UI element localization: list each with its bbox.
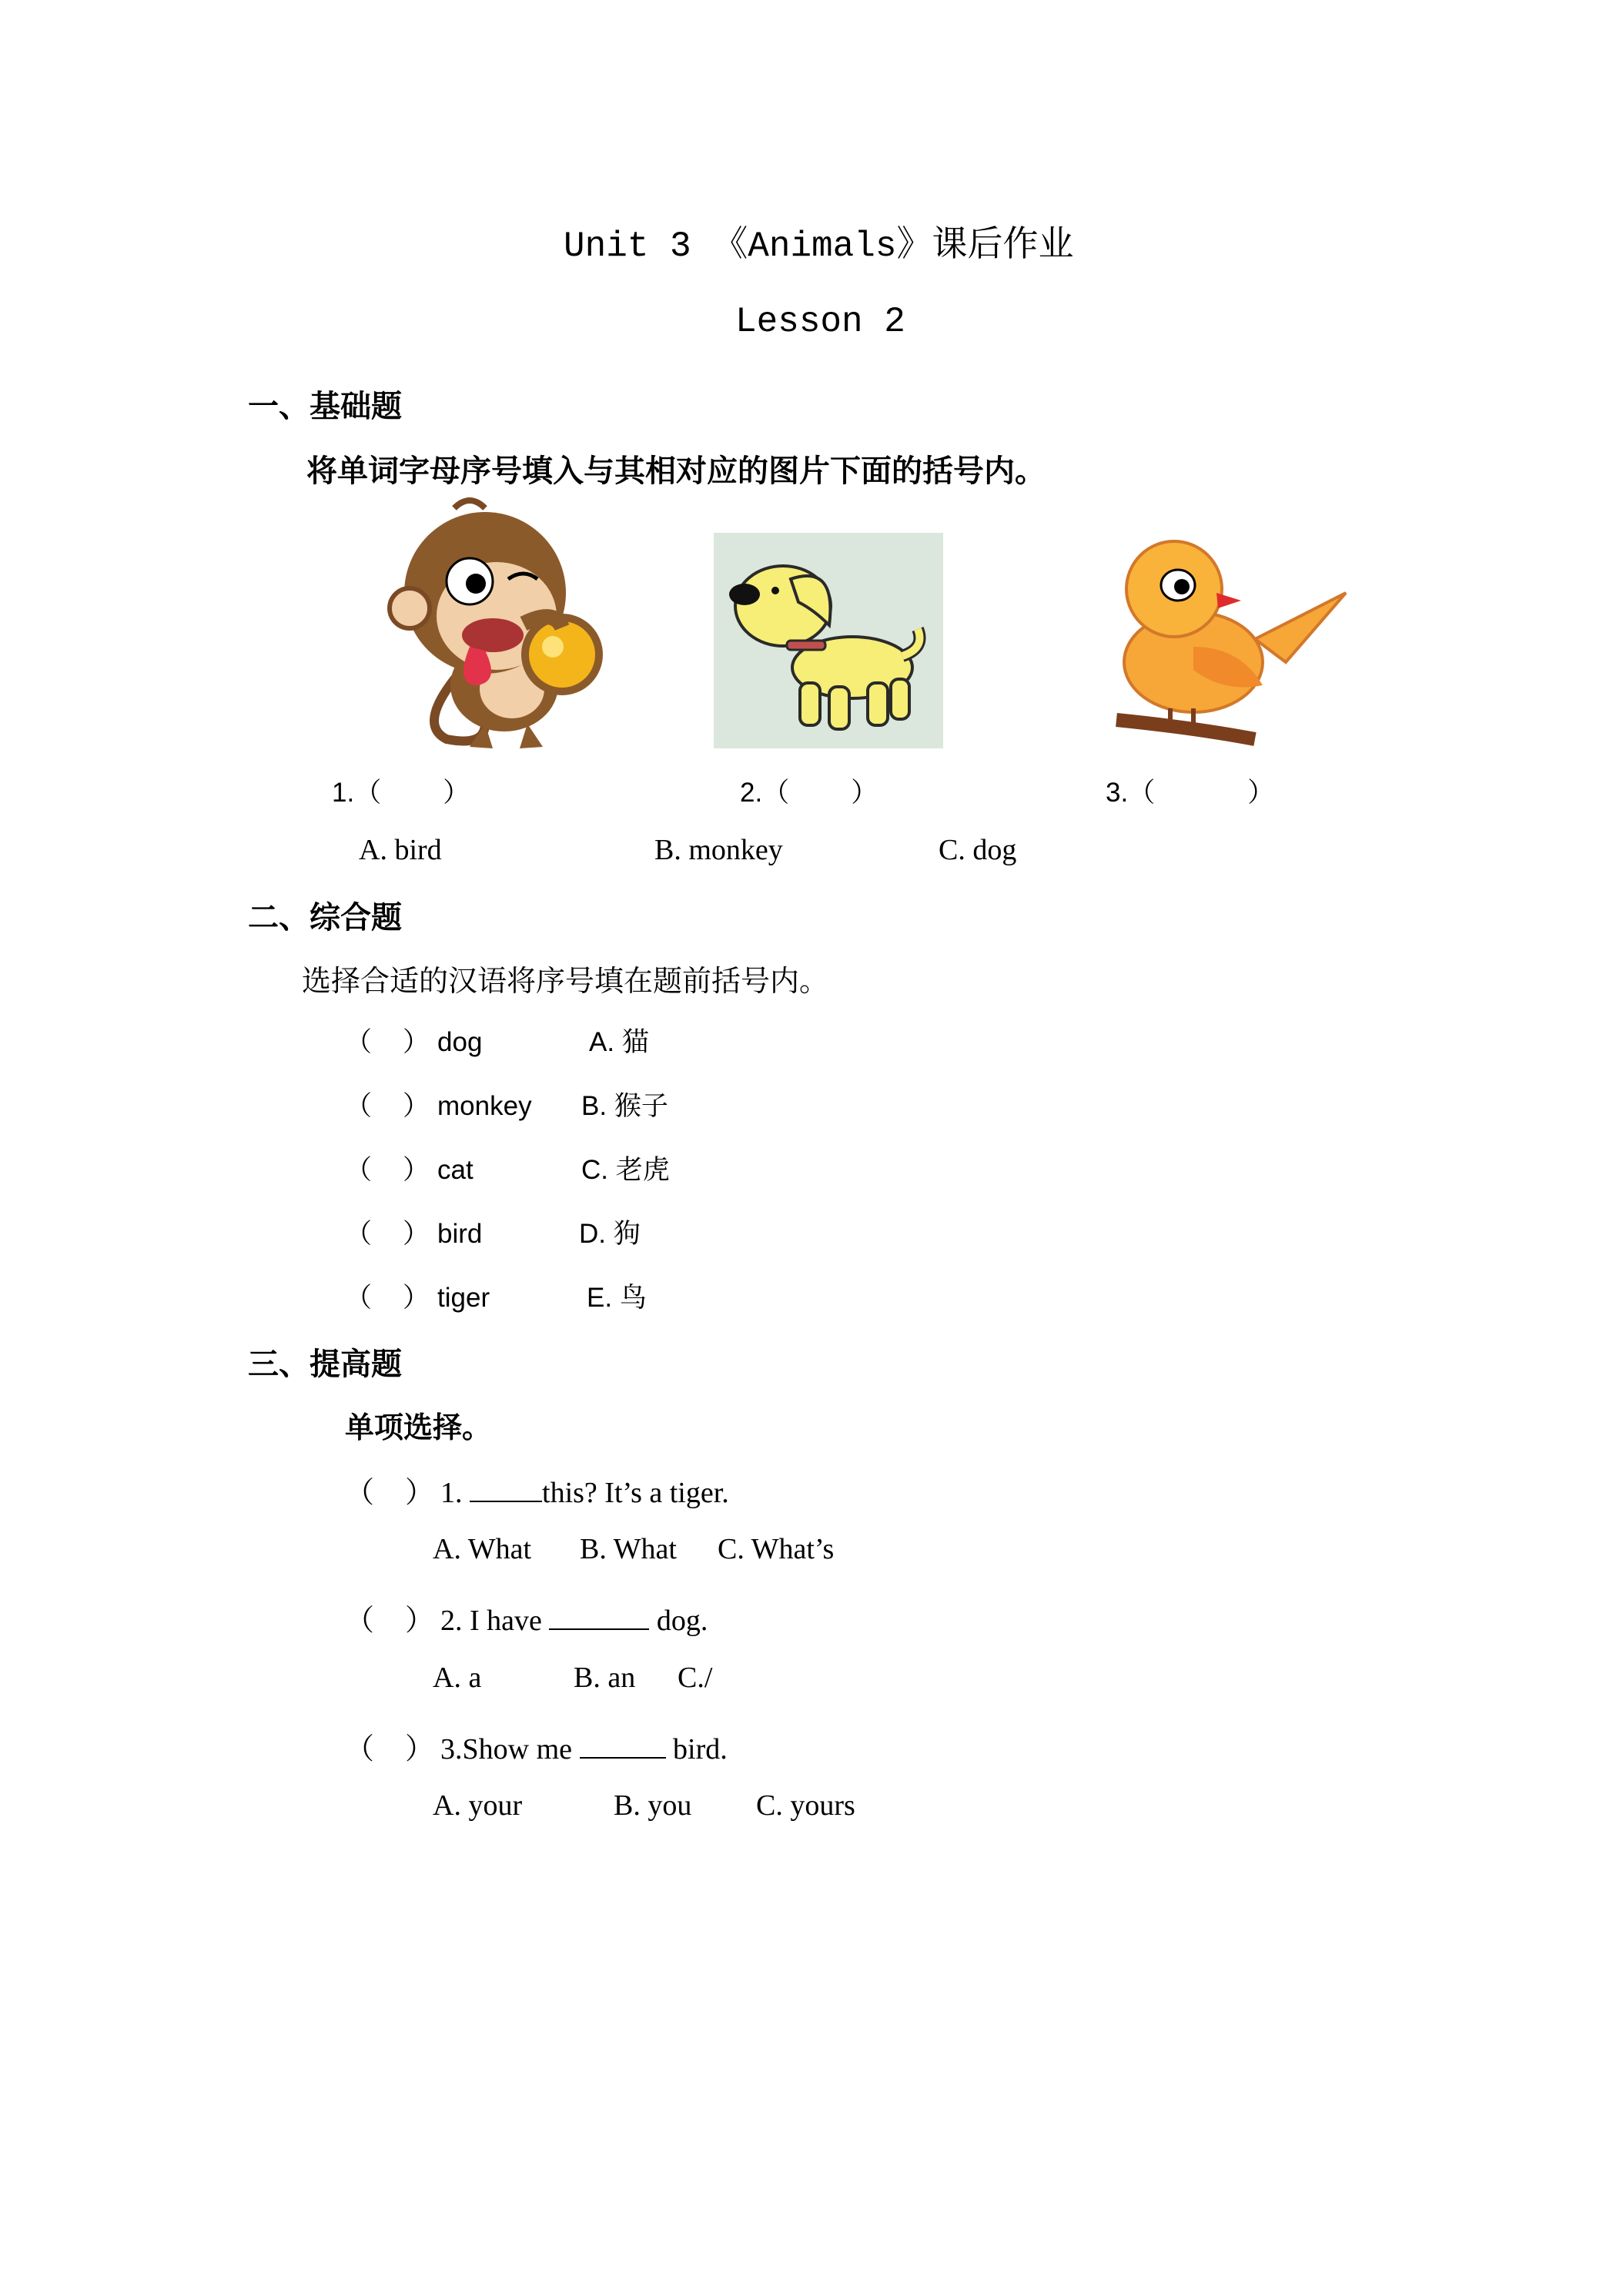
matching-row: （ ） dog — [345, 1027, 483, 1057]
matching-row: （ ） cat — [345, 1155, 474, 1185]
section2-instruction: 选择合适的汉语将序号填在题前括号内。 — [302, 966, 829, 998]
answer-blank[interactable] — [470, 1478, 542, 1502]
matching-row: （ ） tiger — [345, 1283, 490, 1313]
picture-2-label: 2.（ ） — [740, 778, 878, 808]
option-c: C. dog — [939, 834, 1017, 866]
option-b: B. monkey — [654, 834, 783, 866]
question-1-choice-b: B. What — [580, 1533, 677, 1565]
matching-row: （ ） monkey — [345, 1091, 532, 1121]
answer-blank[interactable] — [549, 1605, 649, 1630]
section3-heading: 三、提高题 — [248, 1347, 402, 1381]
question-2-choice-c: C./ — [678, 1662, 713, 1694]
section2-heading: 二、综合题 — [248, 900, 402, 935]
matching-meaning: B. 猴子 — [581, 1091, 668, 1121]
lesson-subtitle: Lesson 2 — [735, 302, 905, 342]
bird-illustration-icon — [1101, 531, 1347, 751]
answer-blank[interactable] — [580, 1734, 666, 1759]
question-2-choice-a: A. a — [433, 1662, 482, 1694]
monkey-illustration-icon — [370, 493, 624, 755]
dog-illustration-icon — [714, 533, 943, 748]
section1-instruction: 将单词字母序号填入与其相对应的图片下面的括号内。 — [306, 454, 1046, 488]
question-1-choice-c: C. What’s — [718, 1533, 835, 1565]
matching-meaning: A. 猫 — [589, 1027, 649, 1057]
question-3-choice-a: A. your — [433, 1789, 523, 1822]
matching-meaning: E. 鸟 — [587, 1283, 647, 1313]
question-1: （ ） 1. this? It’s a tiger. — [345, 1477, 729, 1509]
question-3-choice-b: B. you — [614, 1789, 692, 1822]
option-a: A. bird — [359, 834, 442, 866]
page-title: Unit 3 《Animals》课后作业 — [564, 226, 1074, 266]
matching-meaning: C. 老虎 — [581, 1155, 670, 1185]
matching-meaning: D. 狗 — [579, 1219, 641, 1249]
matching-row: （ ） bird — [345, 1219, 483, 1249]
section1-heading: 一、基础题 — [248, 389, 402, 423]
section3-instruction: 单项选择。 — [345, 1412, 492, 1444]
question-3: （ ） 3.Show me bird. — [345, 1733, 728, 1766]
question-2-choice-b: B. an — [574, 1662, 636, 1694]
picture-3-label: 3.（ ） — [1106, 778, 1275, 808]
question-1-choice-a: A. What — [433, 1533, 532, 1565]
question-3-choice-c: C. yours — [756, 1789, 855, 1822]
picture-1-label: 1.（ ） — [332, 778, 470, 808]
question-2: （ ） 2. I have dog. — [345, 1605, 708, 1637]
